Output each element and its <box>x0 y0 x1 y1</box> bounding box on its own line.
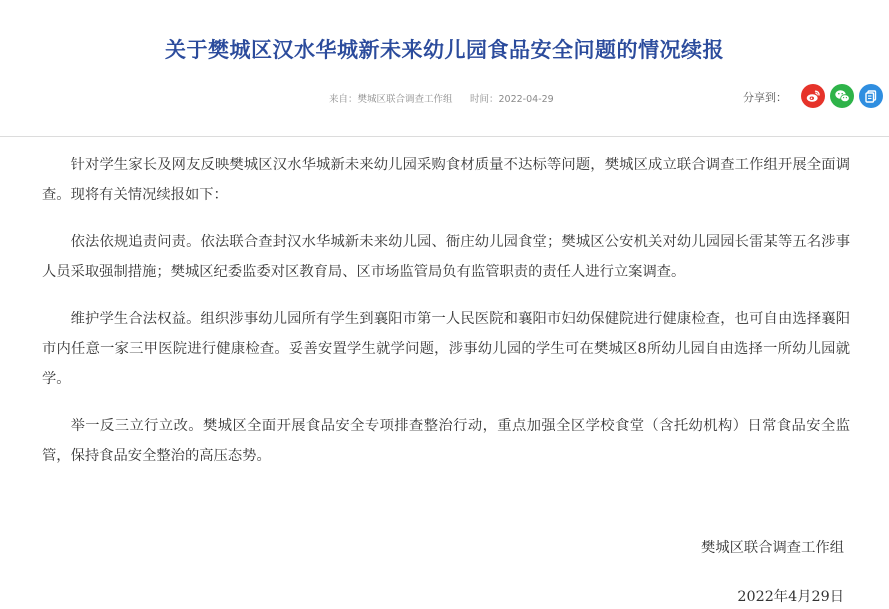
share-label: 分享到： <box>743 91 787 104</box>
article-paragraph: 针对学生家长及网友反映樊城区汉水华城新未来幼儿园采购食材质量不达标等问题，樊城区成立联合调查工作组开展全面调查。现将有关情况续报如下： <box>42 157 850 203</box>
article-title: 关于樊城区汉水华城新未来幼儿园食品安全问题的情况续报 <box>165 38 724 62</box>
qzone-glyph <box>864 89 878 103</box>
article-body <box>42 150 850 488</box>
article-signature: 樊城区联合调查工作组 <box>701 540 844 556</box>
wechat-icon[interactable] <box>830 84 854 108</box>
wechat-glyph <box>834 88 851 104</box>
article-paragraph: 举一反三立行立改。樊城区全面开展食品安全专项排查整治行动，重点加强全区学校食堂（含托幼机构）日常食品安全监管，保持食品安全整治的高压态势。 <box>42 418 850 464</box>
weibo-icon[interactable] <box>801 84 825 108</box>
weibo-glyph <box>805 88 821 104</box>
article-paragraph: 维护学生合法权益。组织涉事幼儿园所有学生到襄阳市第一人民医院和襄阳市妇幼保健院进行健康检查，也可自由选择襄阳市内任意一家三甲医院进行健康检查。妥善安置学生就学问题，涉事幼儿园的学生可在樊城区8所幼儿园自由选择一所幼儿园就学。 <box>42 311 850 387</box>
article-sign-date: 2022年4月29日 <box>737 589 844 605</box>
article-header <box>0 0 889 137</box>
article-source: 来自：樊城区联合调查工作组 <box>329 94 453 105</box>
qzone-icon[interactable] <box>859 84 883 108</box>
article-paragraph: 依法依规追责问责。依法联合查封汉水华城新未来幼儿园、衙庄幼儿园食堂；樊城区公安机关对幼儿园园长雷某等五名涉事人员采取强制措施；樊城区纪委监委对区教育局、区市场监管局负有监管职责的责任人进行立案调查。 <box>42 234 850 280</box>
article-time: 时间：2022-04-29 <box>470 94 554 105</box>
